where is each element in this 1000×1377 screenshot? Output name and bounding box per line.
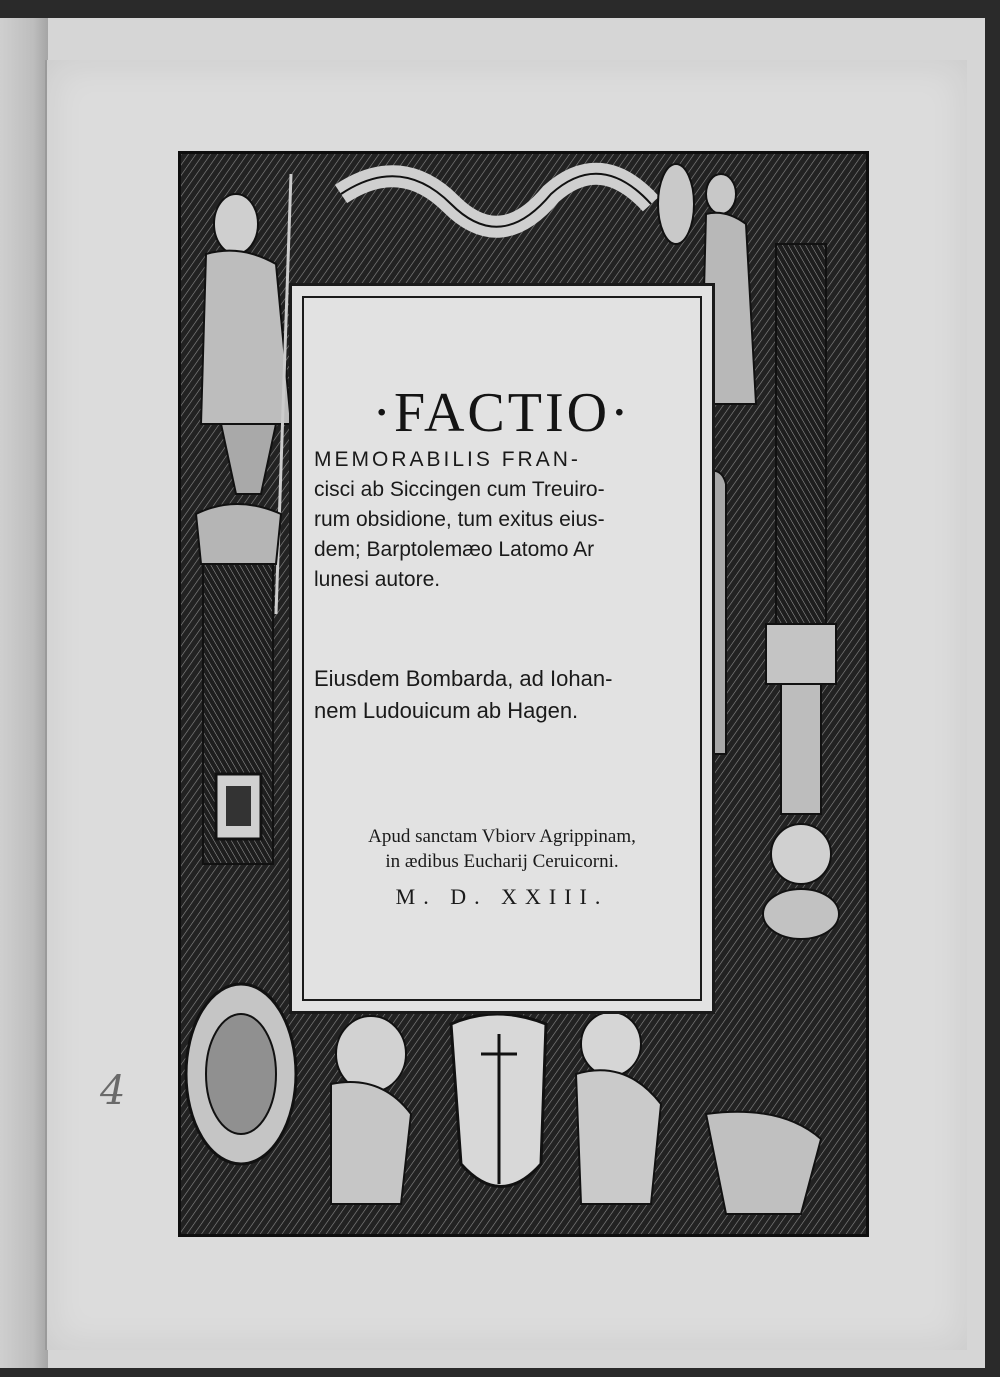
left-column-illustration: [196, 504, 281, 864]
pencil-marginalia: 4: [100, 1068, 126, 1114]
subtitle-line-4: dem; Barptolemæo Latomo Ar: [314, 538, 595, 561]
secondary-line-2: nem Ludouicum ab Hagen.: [314, 698, 579, 723]
imprint-line-2: in ædibus Eucharij Ceruicorni.: [385, 851, 619, 872]
title-text-panel: [289, 283, 715, 1014]
printer-mark-shield: [451, 1014, 546, 1187]
imprint-line-1: Apud sanctam Vbiorv Agrippinam,: [368, 826, 636, 847]
main-title: ·FACTIO·: [372, 382, 632, 444]
book-gutter: [0, 18, 48, 1368]
subtitle-line-2: cisci ab Siccingen cum Treuiro-: [314, 478, 605, 501]
scanned-page: [0, 18, 985, 1368]
subtitle-line-5: lunesi autore.: [314, 568, 441, 591]
subtitle-line-1: MEMORABILIS FRAN-: [314, 448, 581, 471]
publication-date: M. D. XXIII.: [395, 884, 609, 909]
subtitle-line-3: rum obsidione, tum exitus eius-: [314, 508, 605, 531]
secondary-line-1: Eiusdem Bombarda, ad Iohan-: [314, 666, 613, 691]
